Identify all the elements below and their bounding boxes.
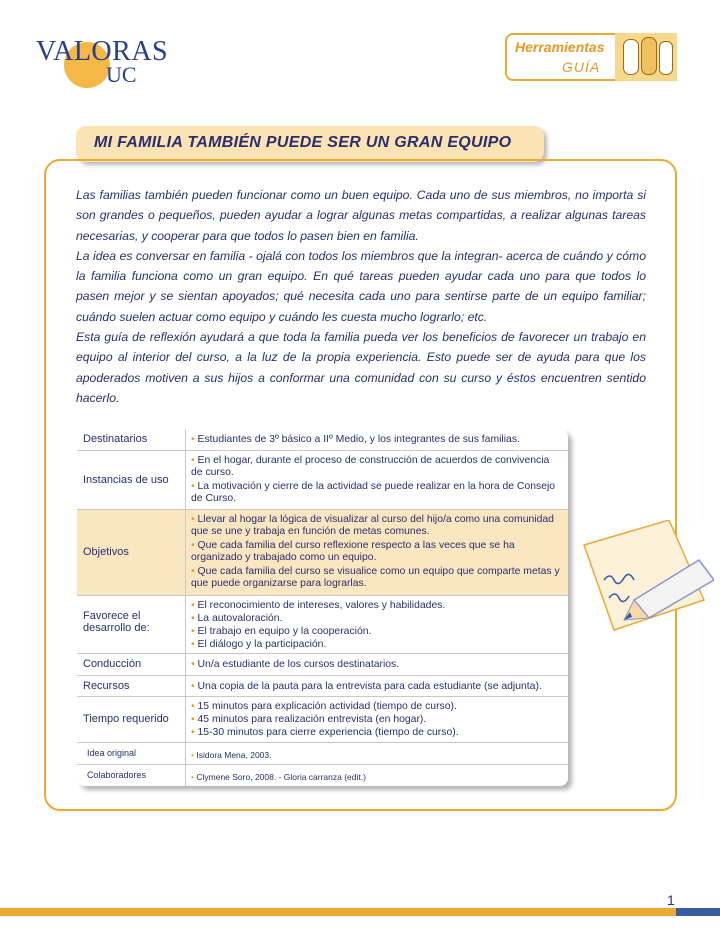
row-item: • 45 minutos para realización entrevista (en hogar).	[191, 714, 427, 725]
row-item: • Que cada familia del curso reflexione respecto a las veces que se ha organizado y trabajado como un equipo.	[191, 540, 515, 564]
table-row-conduccion	[77, 654, 568, 676]
herramientas-badge	[505, 33, 677, 81]
table-row-instancias	[77, 451, 568, 510]
table-row-colaboradores	[77, 765, 568, 786]
row-item: • La motivación y cierre de la actividad se puede realizar en la hora de Consejo de Curso.	[191, 481, 556, 505]
row-item: • La autovaloración.	[191, 613, 283, 624]
row-item: • 15-30 minutos para cierre experiencia (tiempo de curso).	[191, 727, 459, 738]
table-row-objetivos	[77, 510, 568, 596]
row-item: • Un/a estudiante de los cursos destinatarios.	[191, 659, 400, 670]
row-item: • Que cada familia del curso se visualice como un equipo que comparte metas y que puede organizarse para lograrlas.	[191, 566, 560, 590]
row-label: Idea original	[87, 748, 137, 758]
logo-main-text: VALORAS	[36, 36, 169, 67]
table-row-idea	[77, 743, 568, 765]
row-label: Tiempo requerido	[83, 713, 169, 725]
table-row-recursos	[77, 676, 568, 697]
intro-text	[76, 185, 646, 408]
row-item: • Una copia de la pauta para la entrevista para cada estudiante (se adjunta).	[191, 681, 542, 692]
info-table	[77, 429, 568, 786]
row-item: • El reconocimiento de intereses, valores y habilidades.	[191, 600, 446, 611]
row-label: Instancias de uso	[83, 474, 169, 486]
page-title-bar	[76, 126, 544, 162]
row-item: • Isidora Mena, 2003.	[191, 750, 272, 760]
table-row-favorece	[77, 596, 568, 654]
page-title: MI FAMILIA TAMBIÉN PUEDE SER UN GRAN EQUIPO	[94, 134, 512, 151]
intro-paragraph: Esta guía de reflexión ayudará a que toda la familia pueda ver los beneficios de favorecer un trabajo en equipo al interior del curso, a la luz de la propia experiencia. Esto puede ser de ayuda para que los apoderados motiven a sus hijos a conformar una comunidad con su curso y éstos encuentren sentido hacerlo.	[76, 330, 646, 405]
intro-paragraph: La idea es conversar en familia - ojalá con todos los miembros que la integran- acerca de cuándo y cómo la familia funciona como un gran equipo. En qué tareas pueden ayudar cada uno para que todos lo pasen mejor y se sientan apoyados; qué necesita cada uno para sentirse parte de un equipo familiar; cuándo suelen actuar como equipo y cuándo les cuesta mucho lograrlo; etc.	[76, 248, 646, 324]
people-illustration-icon	[615, 33, 677, 81]
row-label: Destinatarios	[83, 433, 148, 445]
logo-sub-text: UC	[106, 62, 137, 87]
table-row-destinatarios	[77, 429, 568, 451]
valoras-uc-logo	[28, 28, 168, 88]
row-label: Colaboradores	[87, 770, 147, 780]
row-item: • 15 minutos para explicación actividad (tiempo de curso).	[191, 701, 457, 712]
herramientas-subtitle: GUÍA	[562, 59, 601, 75]
row-item: • Llevar al hogar la lógica de visualizar al curso del hijo/a como una comunidad que se une y trabaja en función de metas comunes.	[191, 514, 554, 538]
row-label: Conducción	[83, 658, 142, 670]
row-item: • El trabajo en equipo y la cooperación.	[191, 626, 372, 637]
intro-paragraph: Las familias también pueden funcionar como un buen equipo. Cada uno de sus miembros, no importa si son grandes o pequeños, pueden ayudar a lograr algunas metas compartidas, a realizar algunas tareas necesarias, y cooperar para que todos lo pasen bien en familia.	[76, 188, 646, 243]
page-number: 1	[667, 892, 675, 908]
footer-bar	[0, 908, 720, 916]
pencil-note-icon	[574, 520, 714, 650]
row-item: • Estudiantes de 3º básico a IIº Medio, y los integrantes de sus familias.	[191, 434, 520, 445]
row-item: • Clymene Soro, 2008. - Gloria carranza (edit.)	[191, 772, 366, 782]
table-row-tiempo	[77, 697, 568, 743]
row-item: • En el hogar, durante el proceso de construcción de acuerdos de convivencia de curso.	[191, 455, 550, 479]
row-label: Objetivos	[83, 546, 129, 558]
row-label: Favorece el desarrollo de:	[83, 610, 150, 634]
footer-bar-accent	[676, 908, 720, 916]
row-label: Recursos	[83, 680, 130, 692]
row-item: • El diálogo y la participación.	[191, 639, 327, 650]
herramientas-title: Herramientas	[515, 39, 605, 55]
